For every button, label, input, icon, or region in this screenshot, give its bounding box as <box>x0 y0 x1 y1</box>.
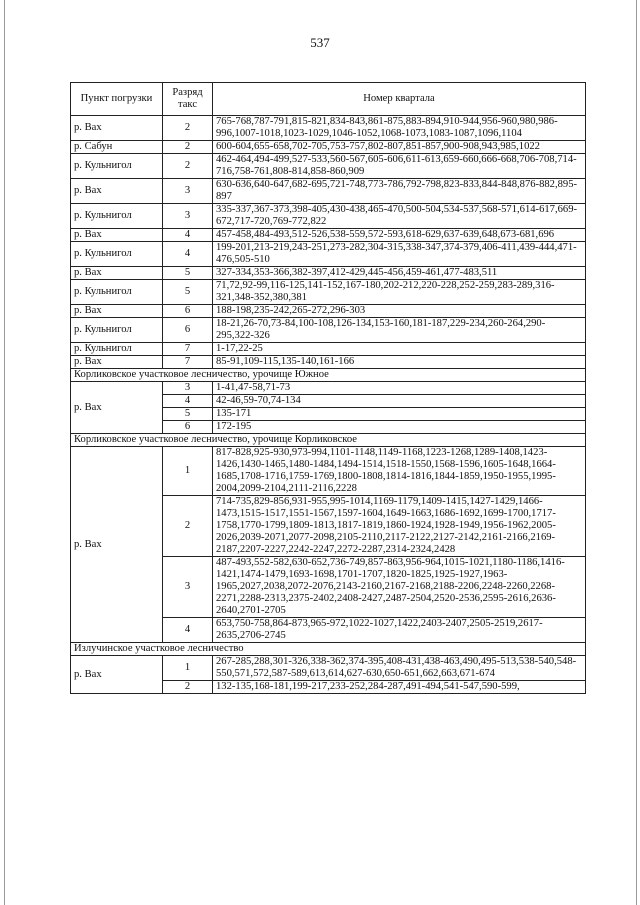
page-number: 537 <box>310 35 330 50</box>
rate-grade-cell: 5 <box>163 267 213 280</box>
rate-grade-cell: 3 <box>163 557 213 618</box>
loading-point-cell: р. Вах <box>71 356 163 369</box>
header-quarter-numbers: Номер квартала <box>213 83 586 116</box>
quarter-numbers-cell: 135-171 <box>213 408 586 421</box>
quarter-numbers-cell: 714-735,829-856,931-955,995-1014,1169-1179,1409-1415,1427-1429,1466-1473,1515-1517,1551-1567,1597-1604,1649-1663,1686-1692,1699-1700,1717-1758,1770-1799,1809-1813,1817-1819,1860-1924,1928-1949,1956-1962,2005-2026,2039-2071,2077-2098,2105-2110,2117-2122,2127-2142,2161-2166,2169-2187,2207-2227,2242-2247,2272-2287,2314-2324,2428 <box>213 496 586 557</box>
loading-point-cell: р. Кульнигол <box>71 318 163 343</box>
quarter-numbers-cell: 267-285,288,301-326,338-362,374-395,408-431,438-463,490,495-513,538-540,548-550,571,572,587-589,613,614,627-630,650-651,662,663,671-674 <box>213 656 586 681</box>
table-row <box>71 229 586 242</box>
loading-point-cell: р. Вах <box>71 656 163 694</box>
table-row <box>71 343 586 356</box>
rate-grade-cell: 7 <box>163 356 213 369</box>
logging-rates-table <box>70 82 586 694</box>
section-title: Корликовское участковое лесничество, урочище Корликовское <box>71 434 586 447</box>
table-row <box>71 318 586 343</box>
loading-point-cell: р. Кульнигол <box>71 204 163 229</box>
table-row <box>71 382 586 395</box>
rate-grade-cell: 3 <box>163 179 213 204</box>
loading-point-cell: р. Вах <box>71 229 163 242</box>
quarter-numbers-cell: 630-636,640-647,682-695,721-748,773-786,792-798,823-833,844-848,876-882,895-897 <box>213 179 586 204</box>
loading-point-cell: р. Кульнигол <box>71 242 163 267</box>
rate-grade-cell: 2 <box>163 681 213 694</box>
rate-grade-cell: 4 <box>163 242 213 267</box>
loading-point-cell: р. Вах <box>71 305 163 318</box>
quarter-numbers-cell: 132-135,168-181,199-217,233-252,284-287,491-494,541-547,590-599, <box>213 681 586 694</box>
rate-grade-cell: 2 <box>163 116 213 141</box>
loading-point-cell: р. Вах <box>71 267 163 280</box>
rate-grade-cell: 2 <box>163 496 213 557</box>
table-row <box>71 141 586 154</box>
loading-point-cell: р. Вах <box>71 179 163 204</box>
quarter-numbers-cell: 1-17,22-25 <box>213 343 586 356</box>
quarter-numbers-cell: 457-458,484-493,512-526,538-559,572-593,618-629,637-639,648,673-681,696 <box>213 229 586 242</box>
loading-point-cell: р. Вах <box>71 447 163 643</box>
scan-edge-left <box>4 0 5 905</box>
table-row <box>71 242 586 267</box>
rate-grade-cell: 2 <box>163 154 213 179</box>
quarter-numbers-cell: 462-464,494-499,527-533,560-567,605-606,611-613,659-660,666-668,706-708,714-716,758-761,808-814,858-860,909 <box>213 154 586 179</box>
quarter-numbers-cell: 817-828,925-930,973-994,1101-1148,1149-1168,1223-1268,1289-1408,1423-1426,1430-1465,1480-1484,1494-1514,1518-1550,1568-1596,1605-1648,1664-1685,1708-1716,1759-1769,1800-1808,1814-1816,1844-1859,1950-1955,1995-2004,2099-2104,2111-2116,2228 <box>213 447 586 496</box>
table-header-row <box>71 83 586 116</box>
quarter-numbers-cell: 327-334,353-366,382-397,412-429,445-456,459-461,477-483,511 <box>213 267 586 280</box>
section-header-row <box>71 369 586 382</box>
quarter-numbers-cell: 1-41,47-58,71-73 <box>213 382 586 395</box>
rate-grade-cell: 4 <box>163 618 213 643</box>
rate-grade-cell: 6 <box>163 318 213 343</box>
quarter-numbers-cell: 42-46,59-70,74-134 <box>213 395 586 408</box>
loading-point-cell: р. Вах <box>71 116 163 141</box>
quarter-numbers-cell: 487-493,552-582,630-652,736-749,857-863,956-964,1015-1021,1180-1186,1416-1421,1474-1479,1693-1698,1701-1707,1820-1825,1925-1927,1963-1965,2027,2038,2072-2076,2143-2160,2167-2168,2188-2206,2248-2260,2268-2271,2288-2313,2375-2402,2408-2427,2487-2504,2520-2536,2595-2616,2636-2640,2701-2705 <box>213 557 586 618</box>
quarter-numbers-cell: 188-198,235-242,265-272,296-303 <box>213 305 586 318</box>
header-loading-point: Пункт погрузки <box>71 83 163 116</box>
loading-point-cell: р. Кульнигол <box>71 280 163 305</box>
rate-grade-cell: 1 <box>163 447 213 496</box>
main-rows <box>71 116 586 694</box>
rate-grade-cell: 3 <box>163 204 213 229</box>
section-header-row <box>71 434 586 447</box>
rate-grade-cell: 6 <box>163 421 213 434</box>
table-row <box>71 267 586 280</box>
loading-point-cell: р. Кульнигол <box>71 154 163 179</box>
loading-point-cell: р. Вах <box>71 382 163 434</box>
rate-grade-cell: 3 <box>163 382 213 395</box>
scan-edge-right <box>636 0 637 905</box>
rate-grade-cell: 4 <box>163 395 213 408</box>
quarter-numbers-cell: 172-195 <box>213 421 586 434</box>
quarter-numbers-cell: 765-768,787-791,815-821,834-843,861-875,883-894,910-944,956-960,980,986-996,1007-1018,1023-1029,1046-1052,1068-1073,1083-1087,1096,1104 <box>213 116 586 141</box>
section-title: Корликовское участковое лесничество, урочище Южное <box>71 369 586 382</box>
quarter-numbers-cell: 199-201,213-219,243-251,273-282,304-315,338-347,374-379,406-411,439-444,471-476,505-510 <box>213 242 586 267</box>
table-row <box>71 116 586 141</box>
table-row <box>71 305 586 318</box>
rate-grade-cell: 6 <box>163 305 213 318</box>
section-title: Излучинское участковое лесничество <box>71 643 586 656</box>
rate-grade-cell: 5 <box>163 280 213 305</box>
table-row <box>71 280 586 305</box>
table-row <box>71 204 586 229</box>
rate-grade-cell: 7 <box>163 343 213 356</box>
quarter-numbers-cell: 653,750-758,864-873,965-972,1022-1027,1422,2403-2407,2505-2519,2617-2635,2706-2745 <box>213 618 586 643</box>
quarter-numbers-cell: 71,72,92-99,116-125,141-152,167-180,202-212,220-228,252-259,283-289,316-321,348-352,380,381 <box>213 280 586 305</box>
quarter-numbers-cell: 18-21,26-70,73-84,100-108,126-134,153-160,181-187,229-234,260-264,290-295,322-326 <box>213 318 586 343</box>
quarter-numbers-cell: 85-91,109-115,135-140,161-166 <box>213 356 586 369</box>
table-row <box>71 356 586 369</box>
section-header-row <box>71 643 586 656</box>
table-row <box>71 656 586 681</box>
table-row <box>71 447 586 496</box>
header-rate-grade: Разряд такс <box>163 83 213 116</box>
rate-grade-cell: 2 <box>163 141 213 154</box>
rate-grade-cell: 4 <box>163 229 213 242</box>
quarter-numbers-cell: 600-604,655-658,702-705,753-757,802-807,851-857,900-908,943,985,1022 <box>213 141 586 154</box>
table-row <box>71 154 586 179</box>
loading-point-cell: р. Сабун <box>71 141 163 154</box>
table-row <box>71 179 586 204</box>
rate-grade-cell: 5 <box>163 408 213 421</box>
quarter-numbers-cell: 335-337,367-373,398-405,430-438,465-470,500-504,534-537,568-571,614-617,669-672,717-720,769-772,822 <box>213 204 586 229</box>
rate-grade-cell: 1 <box>163 656 213 681</box>
loading-point-cell: р. Кульнигол <box>71 343 163 356</box>
